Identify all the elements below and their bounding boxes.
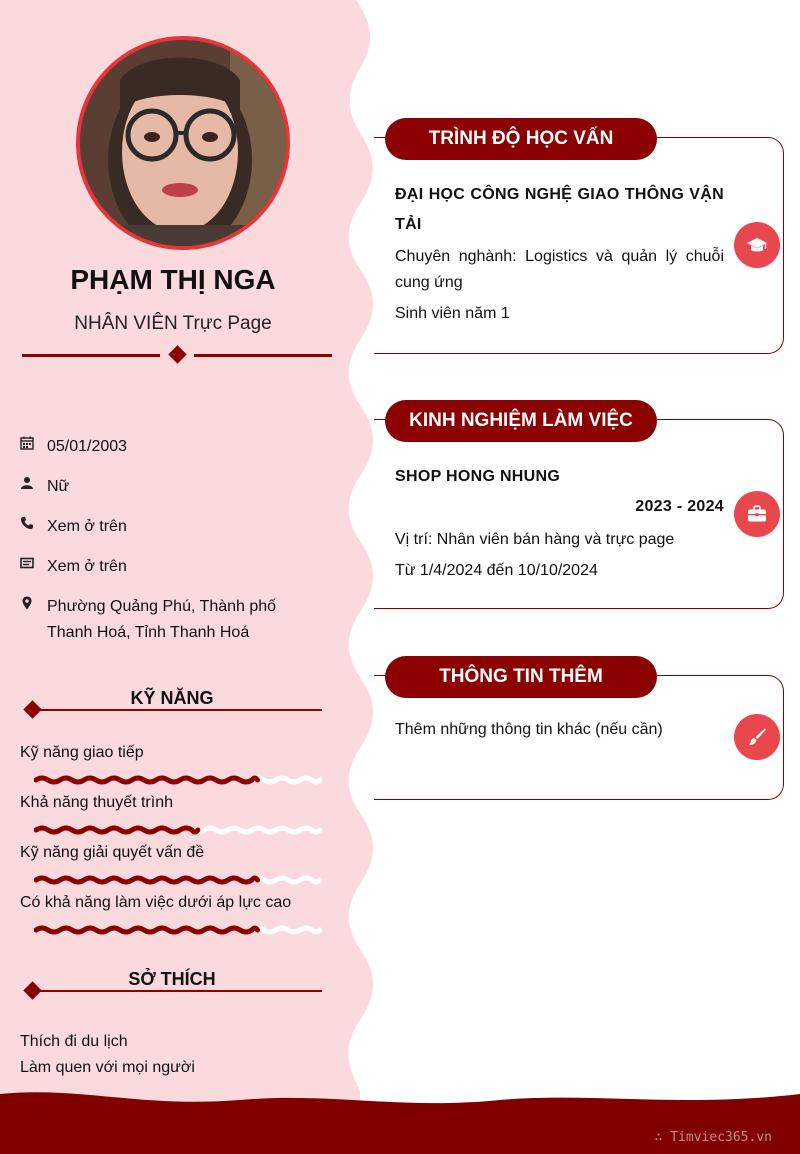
skill-item	[20, 844, 330, 862]
skills-header	[22, 690, 322, 714]
graduation-cap-icon	[734, 222, 780, 268]
skill-label: Khả năng thuyết trình	[20, 794, 173, 811]
skill-label: Có khả năng làm việc dưới áp lực cao	[20, 894, 292, 911]
address-line-1: Phường Quảng Phú, Thành phố	[47, 598, 277, 615]
skill-level-bar	[34, 774, 322, 786]
skill-item	[20, 894, 330, 912]
address-text	[47, 594, 276, 646]
skill-bar-fill	[36, 778, 258, 782]
candidate-name: PHẠM THỊ NGA	[70, 264, 276, 295]
address-line-2: Thanh Hoá, Tỉnh Thanh Hoá	[47, 624, 250, 641]
phone-text: Xem ở trên	[47, 518, 127, 535]
map-pin-icon	[20, 594, 47, 610]
hobbies-header	[22, 971, 322, 995]
contact-gender	[20, 474, 320, 500]
education-major	[395, 244, 724, 296]
avatar	[76, 36, 290, 250]
skill-label: Kỹ năng giao tiếp	[20, 744, 144, 761]
paintbrush-icon	[734, 714, 780, 760]
skill-item	[20, 744, 330, 762]
briefcase-icon	[734, 491, 780, 537]
extra-info-title: THÔNG TIN THÊM	[385, 656, 657, 698]
contact-birthdate	[20, 434, 320, 460]
hobby-item: Thích đi du lịch	[20, 1033, 128, 1050]
watermark: ∴ Timviec365.vn	[654, 1130, 772, 1145]
experience-position: Vị trí: Nhân viên bán hàng và trực page	[395, 531, 675, 548]
company-name: SHOP HONG NHUNG	[395, 468, 561, 485]
skill-level-bar	[34, 874, 322, 886]
skills-title: KỸ NĂNG	[130, 688, 214, 708]
education-status: Sinh viên năm 1	[395, 305, 510, 322]
gender-text: Nữ	[47, 478, 70, 495]
skill-label: Kỹ năng giải quyết vấn đề	[20, 844, 205, 861]
major-line-1: Chuyên nghành: Logistics và quản lý chuỗi	[395, 248, 724, 265]
skill-bar-fill	[36, 878, 258, 882]
skill-item	[20, 794, 330, 812]
skill-bar-fill	[36, 828, 198, 832]
skill-level-bar	[34, 924, 322, 936]
major-line-2: cung ứng	[395, 274, 463, 291]
skill-level-bar	[34, 824, 322, 836]
experience-period: 2023 - 2024	[635, 498, 724, 515]
school-line-2: TẢI	[395, 216, 422, 233]
school-name	[395, 182, 724, 238]
contact-email	[20, 554, 320, 580]
job-title: NHÂN VIÊN Trực Page	[74, 313, 272, 334]
birthdate-text: 05/01/2003	[47, 438, 128, 455]
contact-address	[20, 594, 320, 646]
education-title: TRÌNH ĐỘ HỌC VẤN	[385, 118, 657, 160]
portrait-photo	[80, 40, 286, 246]
name-divider	[22, 344, 332, 366]
hobby-item: Làm quen với mọi người	[20, 1059, 195, 1076]
person-icon	[20, 474, 47, 490]
contact-phone	[20, 514, 320, 540]
extra-info-text: Thêm những thông tin khác (nếu cần)	[395, 721, 663, 738]
hobbies-title: SỞ THÍCH	[128, 969, 216, 989]
envelope-icon	[20, 554, 47, 570]
email-text: Xem ở trên	[47, 558, 127, 575]
calendar-icon	[20, 434, 47, 450]
experience-dates: Từ 1/4/2024 đến 10/10/2024	[395, 562, 598, 579]
experience-title: KINH NGHIỆM LÀM VIỆC	[385, 400, 657, 442]
phone-icon	[20, 514, 47, 530]
skill-bar-fill	[36, 928, 258, 932]
school-line-1: ĐẠI HỌC CÔNG NGHỆ GIAO THÔNG VẬN	[395, 186, 724, 203]
